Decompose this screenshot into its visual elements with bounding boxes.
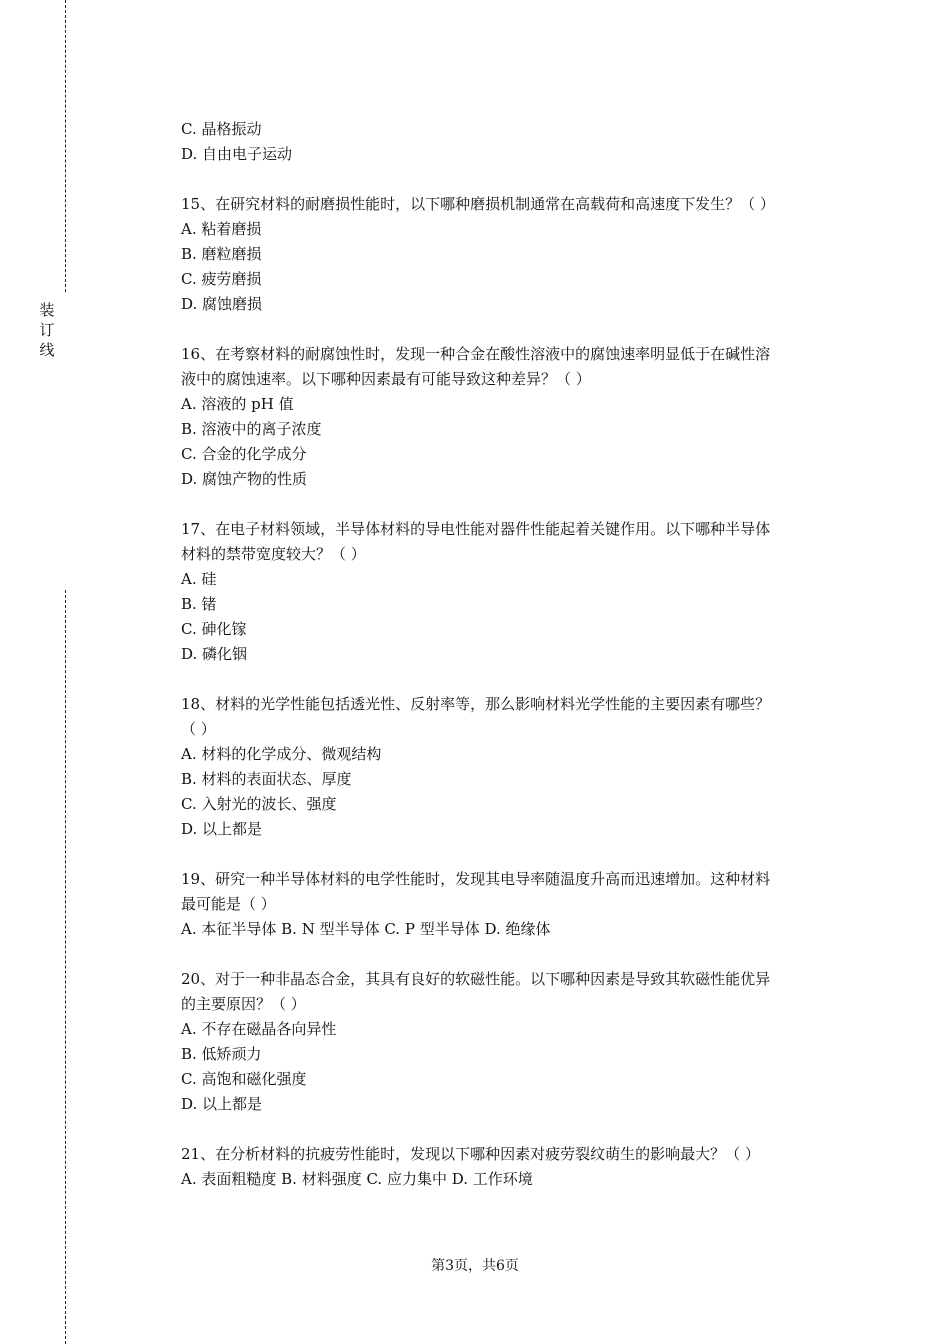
option-line: A. 本征半导体 B. N 型半导体 C. P 型半导体 D. 绝缘体 (181, 920, 551, 938)
question-block-19 (181, 867, 841, 942)
option-line: B. 锗 (181, 595, 217, 613)
option-line: C. 疲劳磨损 (181, 270, 262, 288)
question-stem: 最可能是（ ） (181, 895, 276, 913)
question-block-17 (181, 517, 841, 667)
question-block-21 (181, 1142, 841, 1192)
option-line: D. 腐蚀产物的性质 (181, 470, 308, 488)
option-line: D. 以上都是 (181, 1095, 263, 1113)
question-stem: 20、对于一种非晶态合金，其具有良好的软磁性能。以下哪种因素是导致其软磁性能优异 (181, 970, 771, 988)
option-line: D. 自由电子运动 (181, 145, 293, 163)
option-line: B. 材料的表面状态、厚度 (181, 770, 352, 788)
question-stem: 液中的腐蚀速率。以下哪种因素最有可能导致这种差异？（ ） (181, 370, 591, 388)
page-number: 第3页，共6页 (431, 1258, 519, 1274)
binding-line-top (65, 0, 66, 292)
option-line: A. 不存在磁晶各向异性 (181, 1020, 337, 1038)
option-line: D. 磷化铟 (181, 645, 248, 663)
option-line: A. 溶液的 pH 值 (181, 395, 294, 413)
question-stem: 16、在考察材料的耐腐蚀性时，发现一种合金在酸性溶液中的腐蚀速率明显低于在碱性溶 (181, 345, 771, 363)
option-line: A. 材料的化学成分、微观结构 (181, 745, 382, 763)
option-line: C. 入射光的波长、强度 (181, 795, 337, 813)
binding-label: 装订线 (39, 301, 55, 359)
option-line: A. 表面粗糙度 B. 材料强度 C. 应力集中 D. 工作环境 (181, 1170, 533, 1188)
question-stem: 19、研究一种半导体材料的电学性能时，发现其电导率随温度升高而迅速增加。这种材料 (181, 870, 771, 888)
option-line: D. 以上都是 (181, 820, 263, 838)
question-stem: （ ） (181, 720, 216, 738)
option-line: A. 粘着磨损 (181, 220, 262, 238)
question-content (181, 117, 841, 1217)
question-stem: 21、在分析材料的抗疲劳性能时，发现以下哪种因素对疲劳裂纹萌生的影响最大？（ ） (181, 1145, 760, 1163)
question-block-14-tail (181, 117, 841, 167)
option-line: D. 腐蚀磨损 (181, 295, 263, 313)
question-stem: 18、材料的光学性能包括透光性、反射率等，那么影响材料光学性能的主要因素有哪些？ (181, 695, 771, 713)
option-line: A. 硅 (181, 570, 217, 588)
binding-line-bottom (65, 590, 66, 1344)
question-block-16 (181, 342, 841, 492)
question-stem: 17、在电子材料领域，半导体材料的导电性能对器件性能起着关键作用。以下哪种半导体 (181, 520, 771, 538)
question-stem: 的主要原因？（ ） (181, 995, 306, 1013)
option-line: B. 磨粒磨损 (181, 245, 262, 263)
option-line: C. 砷化镓 (181, 620, 247, 638)
question-stem: 15、在研究材料的耐磨损性能时，以下哪种磨损机制通常在高载荷和高速度下发生？（ ） (181, 195, 775, 213)
question-stem: 材料的禁带宽度较大？（ ） (181, 545, 366, 563)
option-line: C. 合金的化学成分 (181, 445, 307, 463)
option-line: B. 溶液中的离子浓度 (181, 420, 322, 438)
option-line: B. 低矫顽力 (181, 1045, 262, 1063)
option-line: C. 晶格振动 (181, 120, 262, 138)
question-block-15 (181, 192, 841, 317)
option-line: C. 高饱和磁化强度 (181, 1070, 307, 1088)
question-block-20 (181, 967, 841, 1117)
question-block-18 (181, 692, 841, 842)
